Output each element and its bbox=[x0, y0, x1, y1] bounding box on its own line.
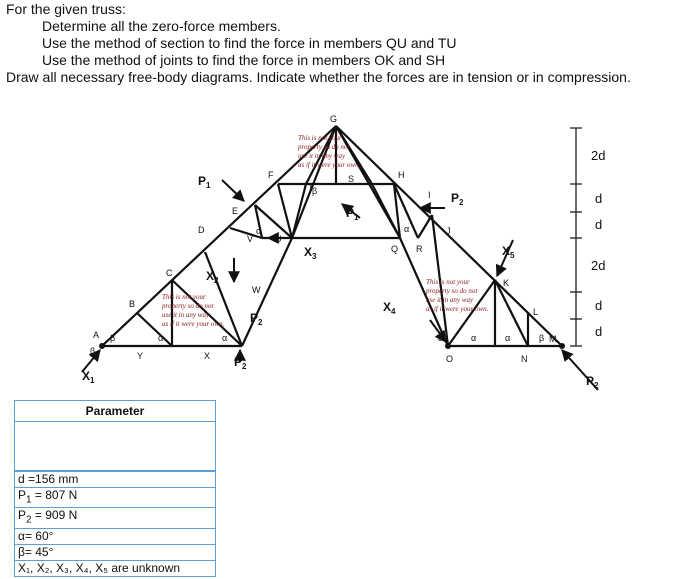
node-label-t: T bbox=[308, 182, 314, 192]
question-line-4: Use the method of joints to find the force in members OK and SH bbox=[42, 52, 446, 68]
parameter-d: d =156 mm bbox=[15, 471, 216, 488]
parameter-header: Parameter bbox=[15, 401, 216, 422]
node-label-s: S bbox=[348, 174, 355, 184]
parameter-p2: $P_2 = 909$ N bbox=[15, 508, 216, 528]
note-left-line-3: use it in any way bbox=[162, 311, 210, 319]
node-label-o: O bbox=[446, 354, 454, 364]
note-top-line-4: as if it were your own. bbox=[298, 161, 361, 169]
dimension-label-5: d bbox=[595, 298, 603, 313]
node-label-c: C bbox=[166, 268, 173, 278]
parameter-table bbox=[14, 400, 216, 577]
parameter-beta: β= 45° bbox=[15, 544, 216, 560]
node-label-d: D bbox=[198, 225, 205, 235]
dimension-label-6: d bbox=[595, 324, 603, 339]
angle-labels bbox=[90, 186, 544, 356]
load-label-x3: $X_3$ bbox=[304, 245, 317, 261]
question-line-3: Use the method of section to find the force in members QU and TU bbox=[42, 35, 457, 51]
note-right-line-4: as if it were your own. bbox=[426, 305, 489, 313]
angle-label-alpha-v: α bbox=[256, 226, 262, 236]
angle-label-beta-m: β bbox=[539, 333, 545, 343]
node-label-f: F bbox=[268, 170, 274, 180]
dimension-label-2: d bbox=[595, 191, 603, 206]
node-label-g: G bbox=[330, 114, 338, 124]
note-right-line-2: property so do not bbox=[426, 287, 478, 295]
angle-label-beta-t: β bbox=[312, 186, 318, 196]
parameter-unknowns: X₁, X₂, X₃, X₄, X₅ are unknown bbox=[15, 560, 216, 576]
dimension-label-1: 2d bbox=[591, 148, 606, 163]
node-label-w: W bbox=[252, 285, 261, 295]
node-label-i: I bbox=[428, 190, 431, 200]
load-label-x1: $X_1$ bbox=[82, 369, 95, 385]
node-label-e: E bbox=[232, 206, 239, 216]
node-label-v: V bbox=[247, 234, 254, 244]
note-top-line-1: This is not your bbox=[298, 134, 342, 142]
node-label-j: J bbox=[446, 226, 451, 236]
note-right-line-3: use it in any way bbox=[426, 296, 474, 304]
note-left-line-2: property so do not bbox=[162, 302, 214, 310]
node-label-x: X bbox=[204, 351, 211, 361]
dimension-label-3: d bbox=[595, 217, 603, 232]
angle-label-beta-b: β bbox=[110, 333, 116, 343]
node-label-h: H bbox=[398, 170, 405, 180]
node-label-q: Q bbox=[391, 244, 399, 254]
node-label-n: N bbox=[521, 354, 528, 364]
node-label-y: Y bbox=[137, 351, 144, 361]
node-label-b: B bbox=[129, 299, 136, 309]
angle-label-alpha-o2: α bbox=[471, 333, 477, 343]
parameter-alpha: α= 60° bbox=[15, 528, 216, 544]
question-line-1: For the given truss: bbox=[6, 1, 126, 17]
angle-label-beta-a: β bbox=[90, 346, 96, 356]
load-label-p2-m: $P_2$ bbox=[586, 374, 599, 390]
load-label-x5: $X_5$ bbox=[502, 244, 515, 260]
note-right bbox=[425, 278, 489, 313]
note-left-line-4: as if it were your own. bbox=[162, 320, 225, 328]
node-label-u: U bbox=[275, 234, 282, 244]
dimension-line bbox=[570, 128, 605, 346]
load-label-p1-right: $P_1$ bbox=[346, 206, 359, 222]
angle-label-alpha-y: α bbox=[158, 333, 164, 343]
load-label-p1-left: $P_1$ bbox=[198, 174, 211, 190]
load-label-p2-x: $P_2$ bbox=[234, 355, 247, 371]
load-label-x4: $X_4$ bbox=[383, 300, 396, 316]
note-left-line-1: This is not your bbox=[162, 293, 206, 301]
angle-label-alpha-q: α bbox=[404, 224, 410, 234]
dimension-label-4: 2d bbox=[591, 258, 606, 273]
question-line-5: Draw all necessary free-body diagrams. Indicate whether the forces are in tension or in compression. bbox=[6, 69, 631, 85]
node-label-r: R bbox=[416, 244, 423, 254]
parameter-p1: $P_1 = 807$ N bbox=[15, 488, 216, 508]
load-label-p2-i: $P_2$ bbox=[451, 191, 464, 207]
note-top-line-3: use it in any way bbox=[298, 152, 346, 160]
node-label-l: L bbox=[533, 307, 539, 317]
angle-label-alpha-n: α bbox=[505, 333, 511, 343]
load-label-p2-w: $P_2$ bbox=[250, 311, 263, 327]
node-label-a: A bbox=[93, 330, 100, 340]
load-label-x2: $X_2$ bbox=[206, 269, 219, 285]
note-right-line-1: This is not your bbox=[426, 278, 470, 286]
note-left bbox=[161, 293, 225, 328]
angle-label-alpha-o1: α bbox=[438, 333, 444, 343]
question-line-2: Determine all the zero-force members. bbox=[42, 18, 281, 34]
angle-label-alpha-x: α bbox=[222, 333, 228, 343]
node-label-m: M bbox=[549, 334, 557, 344]
parameter-blank-cell bbox=[15, 422, 216, 472]
node-label-k: K bbox=[503, 278, 510, 288]
truss-figure bbox=[0, 100, 693, 400]
note-top-line-2: property so do not bbox=[298, 143, 350, 151]
